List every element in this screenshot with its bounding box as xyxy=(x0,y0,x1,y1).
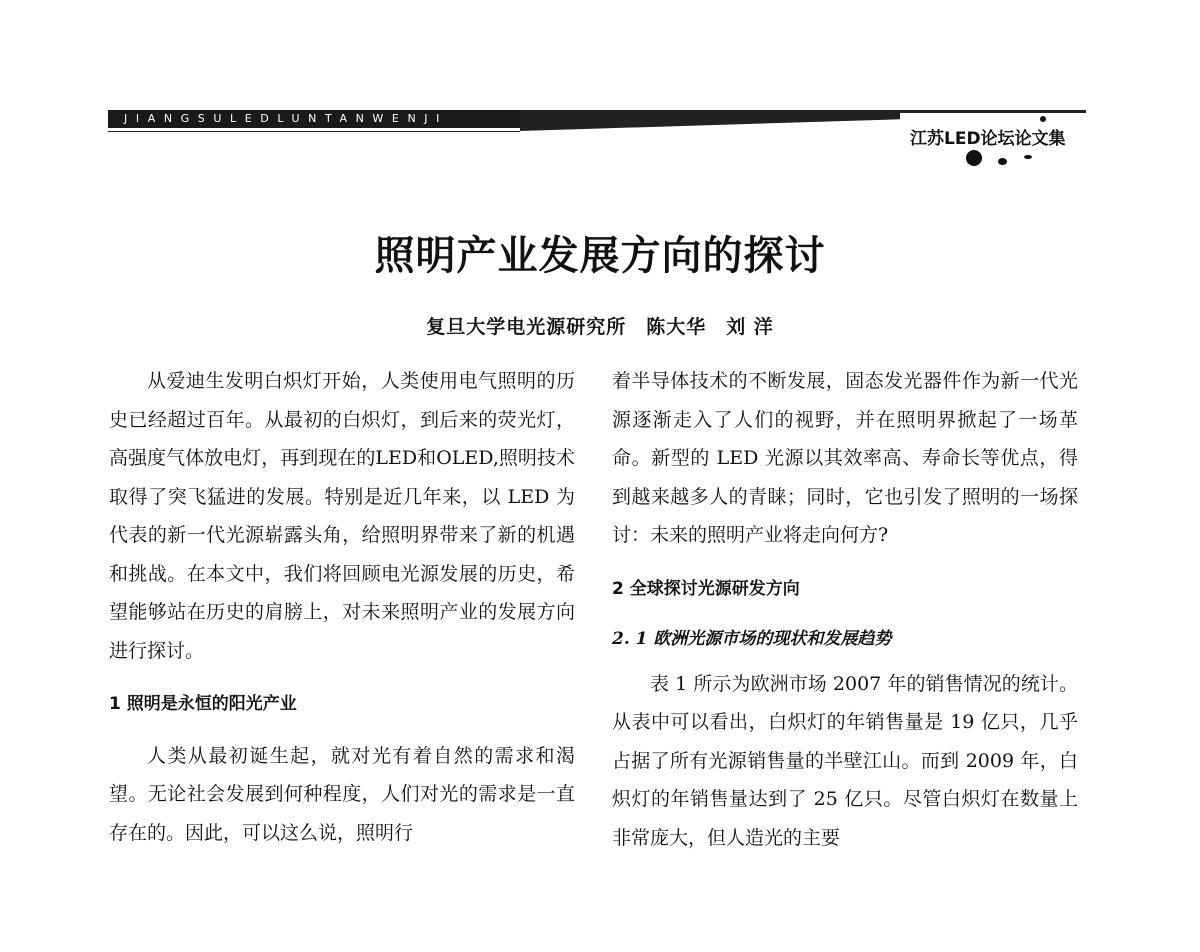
section-1-heading: 1 照明是永恒的阳光产业 xyxy=(109,694,297,714)
decor-dot-large xyxy=(966,150,982,166)
left-column xyxy=(109,362,575,852)
decor-dot-small xyxy=(1040,116,1046,122)
section-2-1-heading: 2. 1 欧洲光源市场的现状和发展趋势 xyxy=(612,629,892,649)
continued-paragraph: 着半导体技术的不断发展，固态发光器件作为新一代光源逐渐走入了人们的视野，并在照明界掀起了一场革命。新型的 LED 光源以其效率高、寿命长等优点，得到越来越多人的青睐；同时，它也引发了照明的一场探讨：未来的照明产业将走向何方? xyxy=(612,370,1078,546)
article-title: 照明产业发展方向的探讨 xyxy=(374,233,826,279)
right-column xyxy=(612,362,1078,857)
intro-paragraph: 从爱迪生发明白炽灯开始，人类使用电气照明的历史已经超过百年。从最初的白炽灯，到后来的荧光灯，高强度气体放电灯，再到现在的LED和OLED,照明技术取得了突飞猛进的发展。特别是近几年来，以 LED 为代表的新一代光源崭露头角，给照明界带来了新的机遇和挑战。在本文中，我们将回顾电光源发展的历史，希望能够站在历史的肩膀上，对未来照明产业的发展方向进行探讨。 xyxy=(109,370,575,662)
decor-dot-medium xyxy=(998,158,1007,165)
decor-dot-tiny xyxy=(1024,155,1032,159)
section-2-heading: 2 全球探讨光源研发方向 xyxy=(612,578,800,599)
section-1-paragraph: 人类从最初诞生起，就对光有着自然的需求和渴望。无论社会发展到何种程度，人们对光的需求是一直存在的。因此，可以这么说，照明行 xyxy=(109,744,575,844)
section-2-1-paragraph: 表 1 所示为欧洲市场 2007 年的销售情况的统计。从表中可以看出，白炽灯的年销售量是 19 亿只，几乎占据了所有光源销售量的半壁江山。而到 2009 年，白炽灯的年销售量达到了 25 亿只。尽管白炽灯在数量上非常庞大，但人造光的主要 xyxy=(612,672,1078,849)
header-rule-thin xyxy=(108,131,520,132)
header-band-text: JIANGSULEDLUNTANWENJI xyxy=(124,112,448,125)
journal-name: 江苏LED论坛论文集 xyxy=(910,129,1066,149)
article-authors: 复旦大学电光源研究所 陈大华 刘 洋 xyxy=(426,316,774,338)
header-wedge xyxy=(520,113,900,131)
header-rule-right xyxy=(520,110,1086,113)
header-band xyxy=(108,110,528,128)
